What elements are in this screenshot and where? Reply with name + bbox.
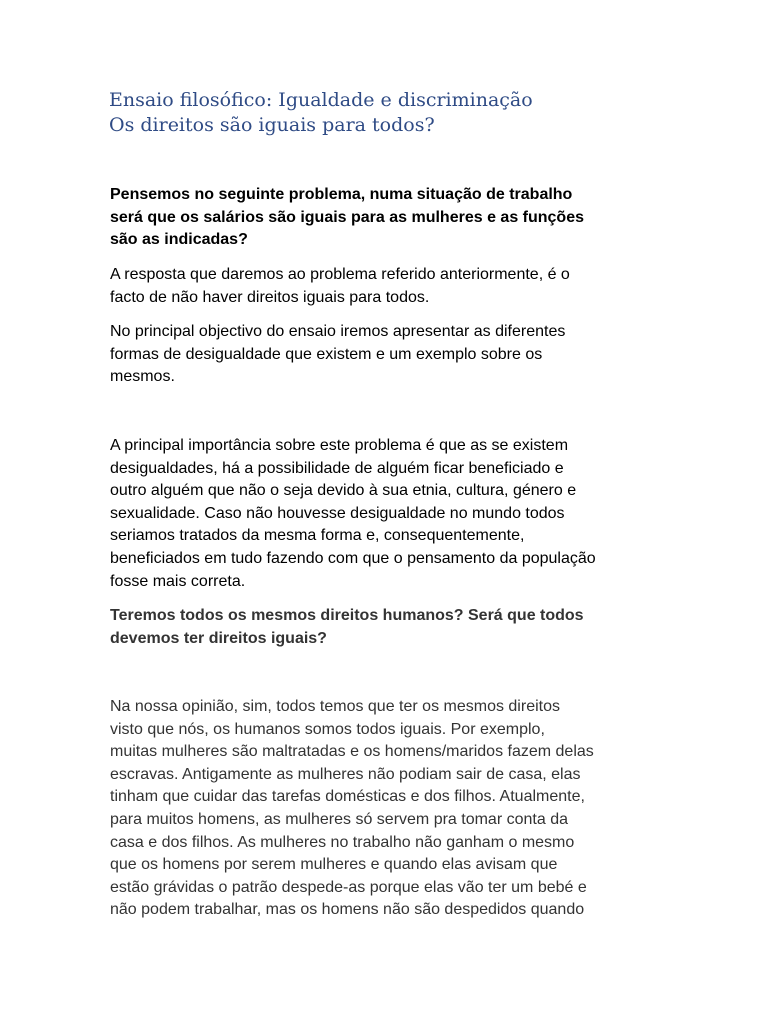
text-line: outro alguém que não o seja devido à sua etnia, cultura, género e (110, 482, 577, 500)
document-title (109, 88, 533, 138)
text-line: A principal importância sobre este problema é que as se existem (110, 437, 569, 454)
text-line: escravas. Antigamente as mulheres não podiam sair de casa, elas (110, 765, 581, 783)
text-line: seriamos tratados da mesma forma e, consequentemente, (110, 527, 525, 545)
text-line: será que os salários são iguais para as mulheres e as funções (110, 208, 584, 226)
paragraph-opinion (110, 696, 594, 922)
text-line: visto que nós, os humanos somos todos iguais. Por exemplo, (110, 720, 545, 738)
text-line: que os homens por serem mulheres e quando elas avisam que (110, 856, 558, 874)
text-line: formas de desigualdade que existem e um exemplo sobre os (110, 345, 543, 363)
text-line: No principal objectivo do ensaio iremos apresentar as diferentes (110, 323, 566, 340)
text-line: sexualidade. Caso não houvesse desigualdade no mundo todos (110, 504, 565, 522)
text-line: beneficiados em tudo fazendo com que o pensamento da população (110, 549, 596, 567)
text-line: facto de não haver direitos iguais para todos. (110, 288, 430, 306)
text-line: Teremos todos os mesmos direitos humanos? Será que todos (110, 607, 584, 624)
paragraph-problem-question (110, 184, 584, 252)
text-line: fosse mais correta. (110, 572, 246, 590)
text-line: desigualdades, há a possibilidade de alguém ficar beneficiado e (110, 459, 564, 477)
text-line: mesmos. (110, 368, 175, 386)
text-line: devemos ter direitos iguais? (110, 629, 327, 647)
text-line: Pensemos no seguinte problema, numa situação de trabalho (110, 186, 573, 203)
paragraph-importance (110, 435, 596, 593)
text-line: casa e dos filhos. As mulheres no trabalho não ganham o mesmo (110, 833, 575, 851)
title-line: Ensaio filosófico: Igualdade e discriminação (109, 89, 533, 111)
text-line: para muitos homens, as mulheres só servem pra tomar conta da (110, 810, 568, 828)
paragraph-rights-question (110, 605, 584, 650)
subtitle-line: Os direitos são iguais para todos? (109, 114, 435, 136)
text-line: são as indicadas? (110, 231, 248, 249)
text-line: Na nossa opinião, sim, todos temos que ter os mesmos direitos (110, 698, 560, 715)
text-line: muitas mulheres são maltratadas e os homens/maridos fazem delas (110, 743, 594, 761)
paragraph-answer (110, 264, 570, 309)
text-line: tinham que cuidar das tarefas domésticas e dos filhos. Atualmente, (110, 788, 585, 806)
paragraph-objective (110, 321, 565, 389)
text-line: não podem trabalhar, mas os homens não são despedidos quando (110, 901, 585, 919)
text-line: estão grávidas o patrão despede-as porque elas vão ter um bebé e (110, 878, 587, 896)
text-line: A resposta que daremos ao problema referido anteriormente, é o (110, 266, 570, 283)
